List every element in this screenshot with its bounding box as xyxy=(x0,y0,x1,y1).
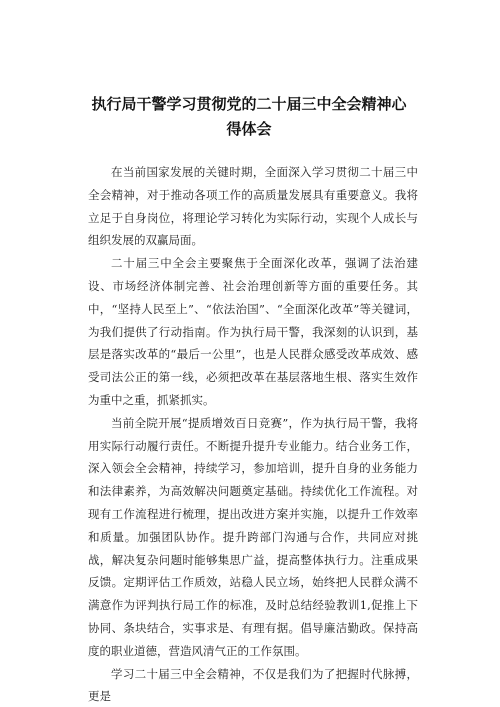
paragraph-4: 学习二十届三中全会精神，不仅是我们为了把握时代脉搏，更是 xyxy=(88,666,418,704)
document-title: 执行局干警学习贯彻党的二十届三中全会精神心得体会 xyxy=(91,95,407,138)
document-body xyxy=(88,161,418,707)
paragraph-2: 二十届三中全会主要聚焦于全面深化改革，强调了法治建设、市场经济体制完善、社会治理创新等方面的重要任务。其中，“坚持人民至上”、“依法治国”、“全面深化改革”等关键词，为我们提供了行动指南。作为执行局干警，我深刻的认识到，基层是落实改革的“最后一公里”，也是人民群众感受改革成效、感受司法公正的第一线，必须把改革在基层落地生根、落实生效作为重中之重，抓紧抓实。 xyxy=(88,256,418,407)
paragraph-3: 当前全院开展“提质增效百日竞赛”，作为执行局干警，我将用实际行动履行责任。不断提升提升专业能力。结合业务工作，深入领会全会精神，持续学习，参加培训，提升自身的业务能力和法律素养，为高效解决问题奠定基础。持续优化工作流程。对现有工作流程进行梳理，提出改进方案并实施，以提升工作效率和质量。加强团队协作。提升跨部门沟通与合作，共同应对挑战，解决复杂问题时能够集思广益，提高整体执行力。注重成果反馈。定期评估工作质效，站稳人民立场，始终把人民群众满不满意作为评判执行局工作的标准，及时总结经验教训1,促推上下协同、条块结合，实事求是、有理有据。倡导廉洁勤政。保持高度的职业道德，营造风清气正的工作氛围。 xyxy=(88,415,418,658)
paragraph-1: 在当前国家发展的关键时期，全面深入学习贯彻二十届三中全会精神，对于推动各项工作的高质量发展具有重要意义。我将立足于自身岗位，将理论学习转化为实际行动，实现个人成长与组织发展的双赢局面。 xyxy=(88,165,418,248)
